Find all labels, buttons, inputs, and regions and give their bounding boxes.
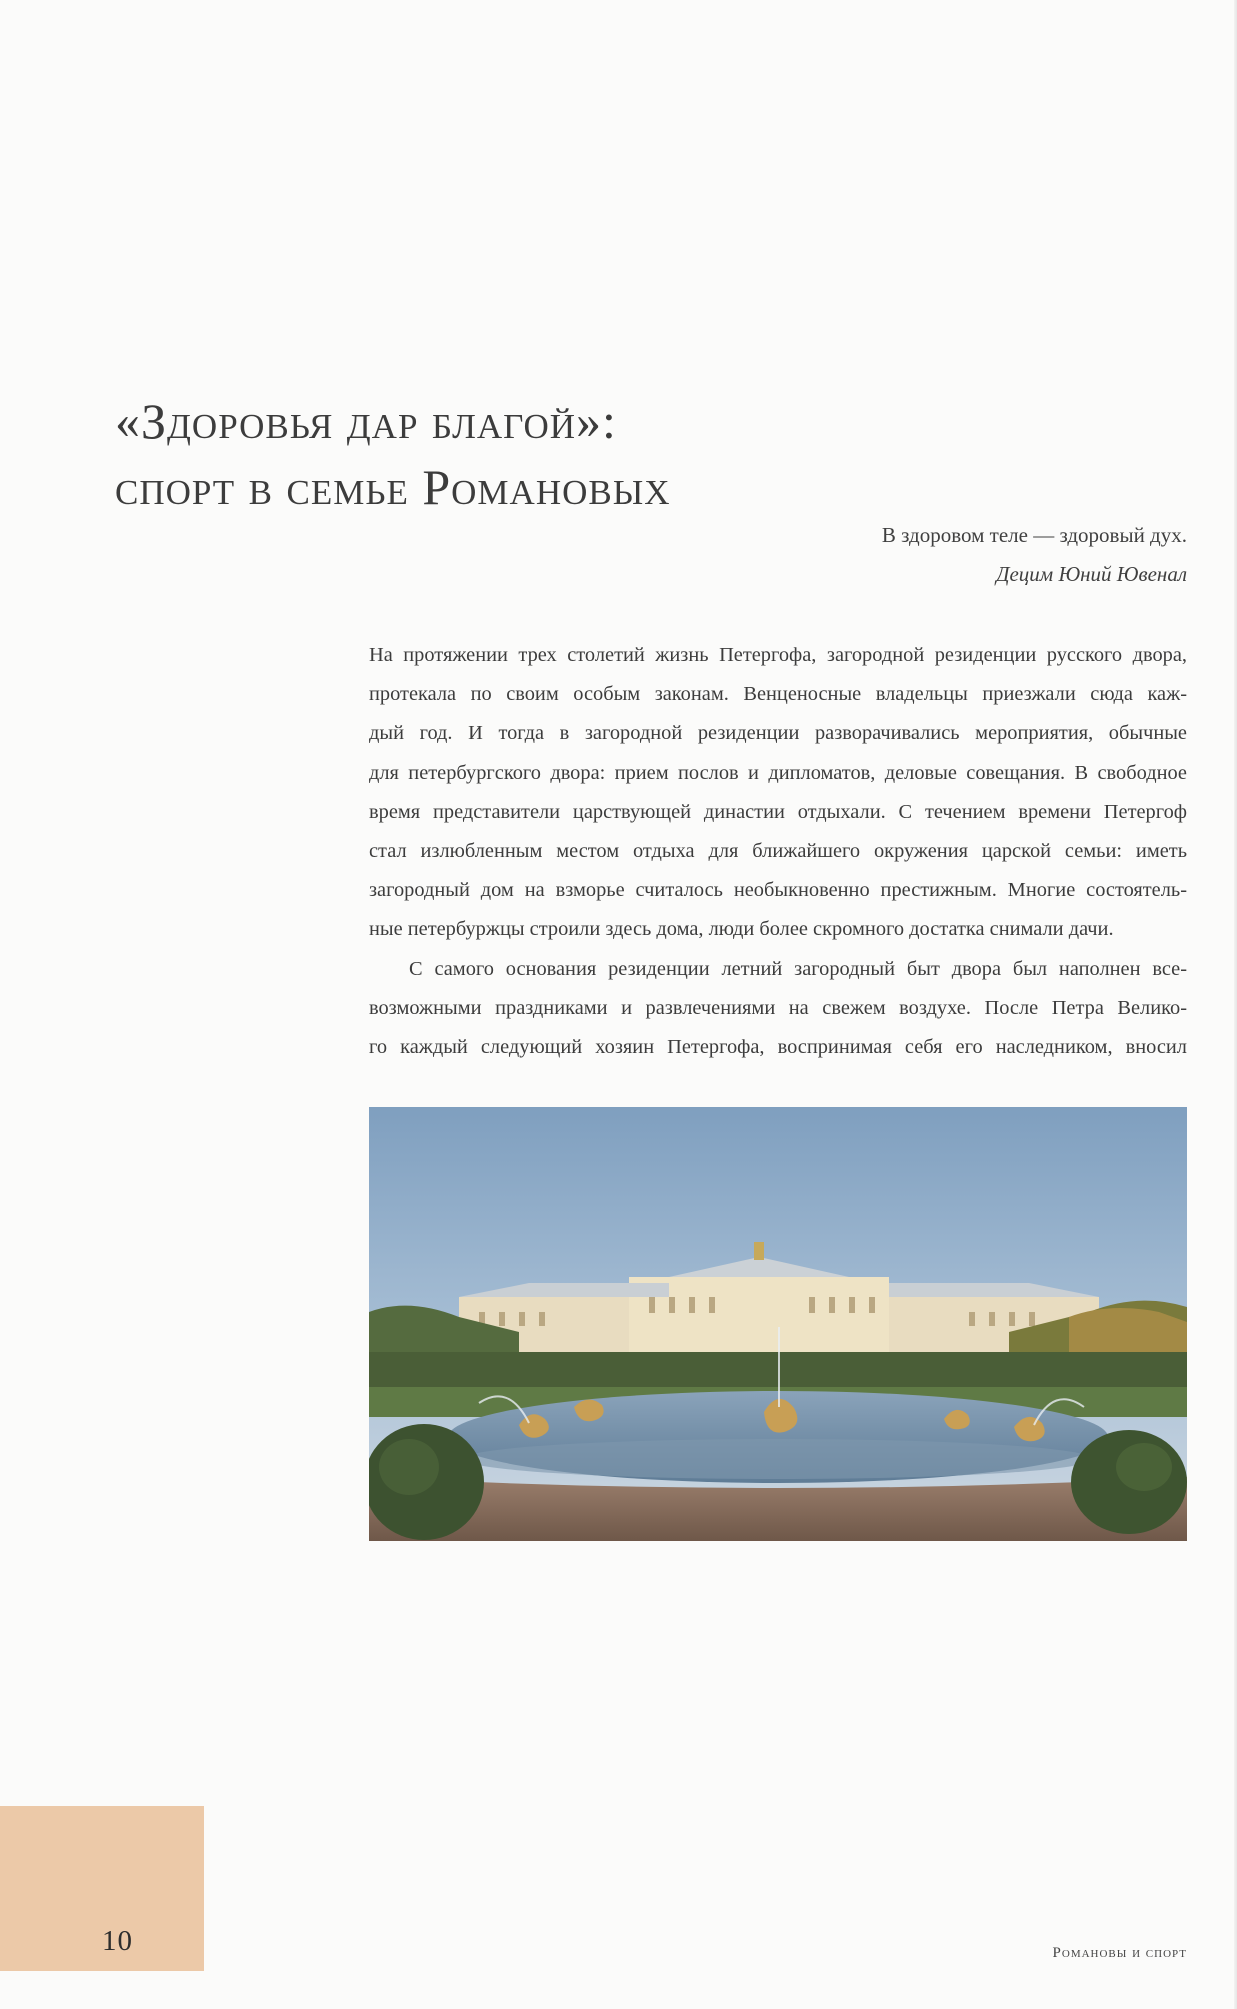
paragraph-1 (369, 636, 1187, 950)
text-line: загородный дом на взморье считалось необыкновенно престижным. Многие состоятель- (369, 879, 1187, 902)
text-line: С самого основания резиденции летний загородный быт двора был наполнен все- (409, 957, 1187, 980)
chapter-title-line-2: спорт в семье Романовых (115, 459, 671, 515)
text-line: дый год. И тогда в загородной резиденции разворачивались мероприятия, обычные (369, 722, 1187, 745)
epigraph (587, 516, 1187, 594)
page-number: 10 (102, 1925, 133, 1957)
text-line: стал излюбленным местом отдыха для ближайшего окружения царской семьи: иметь (369, 840, 1187, 863)
body-text (369, 636, 1187, 1067)
text-line: На протяжении трех столетий жизнь Петергофа, загородной резиденции русского двора, (369, 644, 1187, 666)
running-head: Романовы и спорт (1052, 1945, 1187, 1961)
paragraph-2 (369, 950, 1187, 1068)
text-line: возможными праздниками и развлечениями на свежем воздухе. После Петра Велико- (369, 996, 1187, 1019)
text-line: для петербургского двора: прием послов и дипломатов, деловые совещания. В свободное (369, 761, 1187, 784)
text-line: время представители царствующей династии отдыхали. С течением времени Петергоф (369, 800, 1187, 823)
text-line: го каждый следующий хозяин Петергофа, воспринимая себя его наследником, вносил (369, 1036, 1187, 1059)
palace-fountain-photo (369, 1107, 1187, 1541)
palace-fountain-illustration (369, 1107, 1187, 1541)
chapter-title (115, 388, 1015, 520)
text-line: протекала по своим особым законам. Венценосные владельцы приезжали сюда каж- (369, 683, 1187, 706)
epigraph-author: Децим Юний Ювенал (996, 562, 1187, 586)
chapter-title-line-1: «Здоровья дар благой»: (115, 393, 617, 449)
epigraph-quote: В здоровом теле — здоровый дух. (881, 523, 1187, 547)
text-line: ные петербуржцы строили здесь дома, люди более скромного достатка снимали дачи. (369, 918, 1114, 941)
